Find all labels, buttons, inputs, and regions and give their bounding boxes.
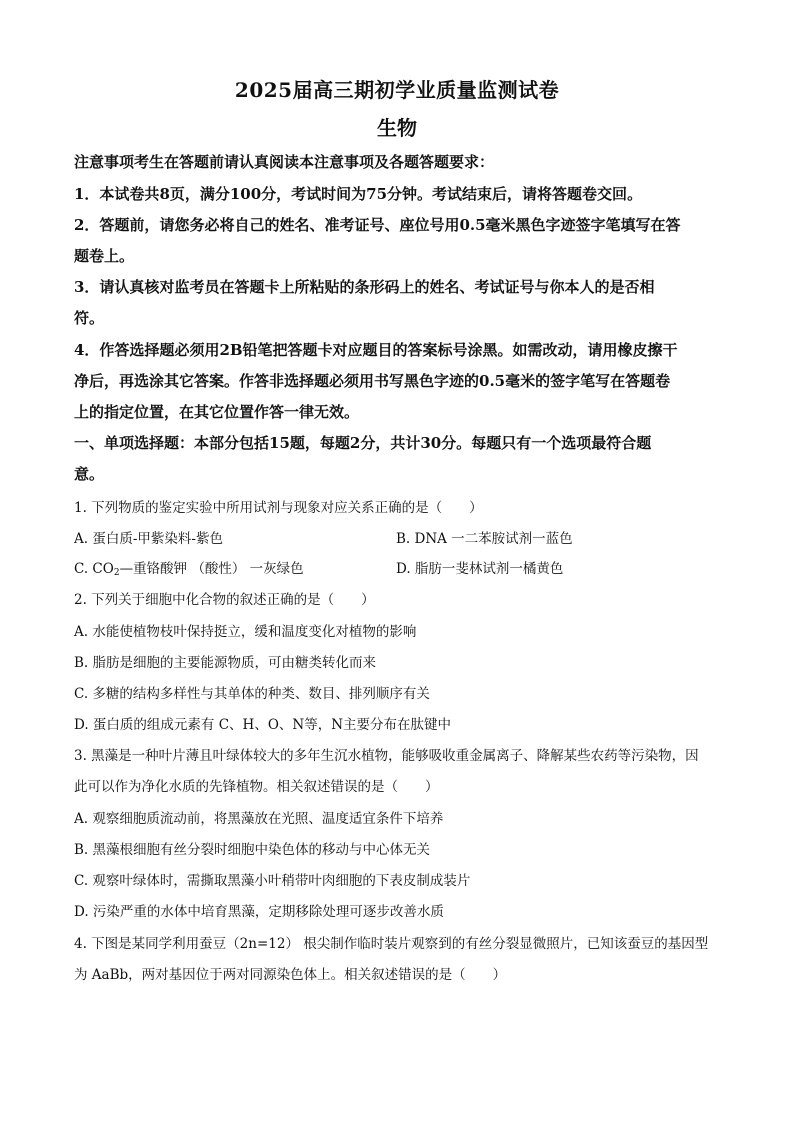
notice-heading: 注意事项考生在答题前请认真阅读本注意事项及各题答题要求： bbox=[74, 153, 495, 171]
question-1-option-c: C. $CO_2—$重铬酸钾 （酸性） 一灰绿色 bbox=[74, 561, 304, 578]
question-3-option-b: B. 黑藻根细胞有丝分裂时细胞中染色体的移动与中心体无关 bbox=[74, 842, 431, 858]
question-2-option-a: A. 水能使植物枝叶保持挺立，缓和温度变化对植物的影响 bbox=[74, 624, 417, 640]
question-2-option-d: D. 蛋白质的组成元素有 C、H、O、N等，N主要分布在肽键中 bbox=[74, 717, 452, 733]
question-2-stem: 2. 下列关于细胞中化合物的叙述正确的是（ ） bbox=[74, 592, 375, 608]
question-1-option-a: A. 蛋白质-甲紫染料-紫色 bbox=[74, 531, 223, 547]
question-3-stem-cont: 此可以作为净化水质的先锋植物。相关叙述错误的是（ ） bbox=[74, 779, 439, 795]
question-4-stem: 4. 下图是某同学利用蚕豆（2n=12） 根尖制作临时装片观察到的有丝分裂显微照片，已知该蚕豆的基因型 bbox=[74, 936, 709, 952]
notice-item-4-cont: 净后，再选涂其它答案。作答非选择题必须用书写黑色字迹的0.5毫米的签字笔写在答题卷 bbox=[74, 372, 671, 390]
question-2-option-b: B. 脂肪是细胞的主要能源物质，可由糖类转化而来 bbox=[74, 655, 377, 671]
notice-item-2-cont: 题卷上。 bbox=[74, 247, 135, 265]
section-heading: 一、单项选择题：本部分包括15题，每题2分，共计30分。每题只有一个选项最符合题 bbox=[74, 434, 652, 452]
section-heading-cont: 意。 bbox=[74, 465, 105, 483]
question-3-option-d: D. 污染严重的水体中培育黑藻，定期移除处理可逐步改善水质 bbox=[74, 904, 444, 920]
notice-item-3: 3．请认真核对监考员在答题卡上所粘贴的条形码上的姓名、考试证号与你本人的是否相 bbox=[74, 278, 655, 296]
notice-item-4: 4．作答选择题必须用2B铅笔把答题卡对应题目的答案标号涂黑。如需改动，请用橡皮擦干 bbox=[74, 341, 678, 359]
question-2-option-c: C. 多糖的结构多样性与其单体的种类、数目、排列顺序有关 bbox=[74, 686, 430, 702]
question-1-option-d: D. 脂肪一斐林试剂一橘黄色 bbox=[396, 561, 564, 577]
notice-item-4-cont2: 上的指定位置，在其它位置作答一律无效。 bbox=[74, 403, 360, 421]
question-3-option-a: A. 观察细胞质流动前，将黑藻放在光照、温度适宜条件下培养 bbox=[74, 811, 444, 827]
question-3-stem: 3. 黑藻是一种叶片薄且叶绿体较大的多年生沉水植物，能够吸收重金属离子、降解某些农药等污染物，因 bbox=[74, 748, 699, 764]
notice-item-3-cont: 符。 bbox=[74, 309, 105, 327]
question-1-stem: 1. 下列物质的鉴定实验中所用试剂与现象对应关系正确的是（ ） bbox=[74, 500, 483, 516]
question-4-stem-cont: 为 AaBb，两对基因位于两对同源染色体上。相关叙述错误的是（ ） bbox=[74, 967, 507, 983]
notice-item-1: 1．本试卷共8页，满分100分，考试时间为75分钟。考试结束后，请将答题卷交回。 bbox=[74, 185, 643, 203]
exam-title: 2025届高三期初学业质量监测试卷 bbox=[234, 78, 560, 102]
question-1-option-b: B. DNA 一二苯胺试剂一蓝色 bbox=[396, 531, 573, 547]
notice-item-2: 2．答题前，请您务必将自己的姓名、准考证号、座位号用0.5毫米黑色字迹签字笔填写在答 bbox=[74, 216, 681, 234]
question-3-option-c: C. 观察叶绿体时，需撕取黑藻小叶稍带叶肉细胞的下表皮制成装片 bbox=[74, 873, 471, 889]
subject-title: 生物 bbox=[377, 116, 417, 140]
